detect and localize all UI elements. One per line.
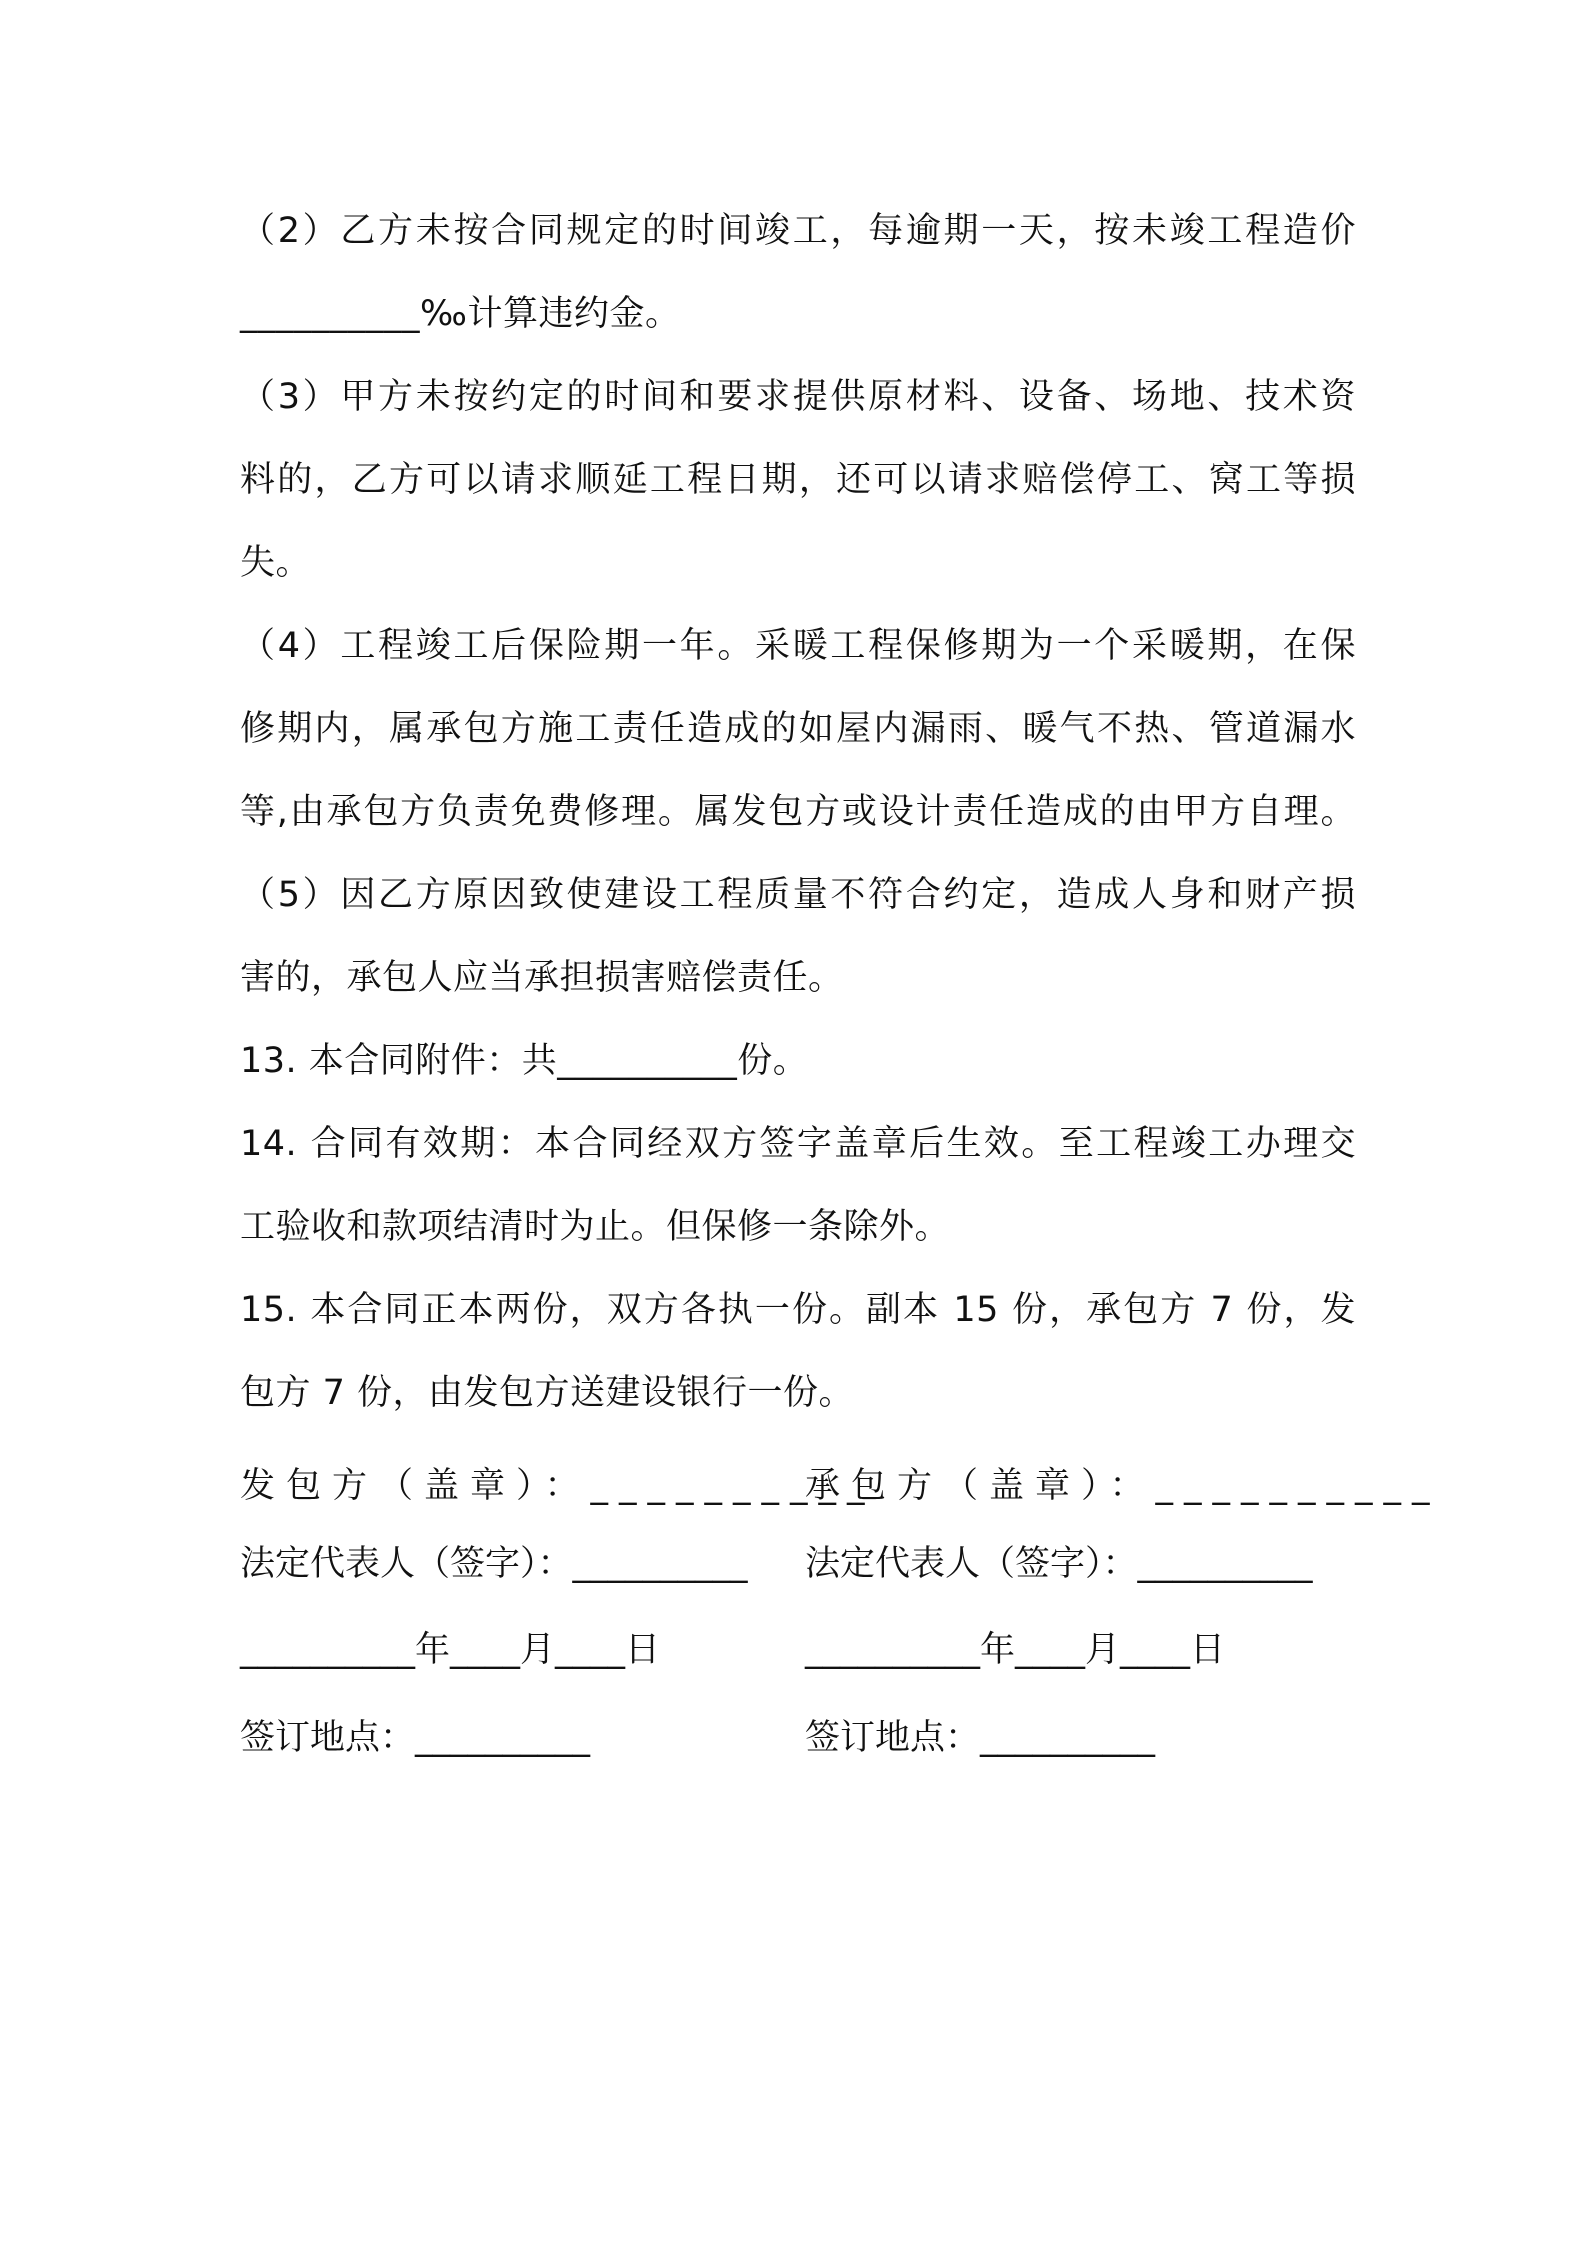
clause-4-line-3: 等,由承包方负责免费修理。属发包方或设计责任造成的由甲方自理。 <box>240 792 1356 832</box>
clause-3-line-2: 料的，乙方可以请求顺延工程日期，还可以请求赔偿停工、窝工等损 <box>240 460 1356 500</box>
employer-seal-field: 发包方（盖章）：__________ <box>240 1466 876 1506</box>
clause-5-line-1: （5）因乙方原因致使建设工程质量不符合约定，造成人身和财产损 <box>240 875 1356 915</box>
employer-date-field: __________年____月____日 <box>240 1630 661 1670</box>
signature-seal-row <box>240 1462 1441 1510</box>
signature-date-row <box>240 1626 1356 1674</box>
contractor-place-field: 签订地点：__________ <box>805 1718 1156 1758</box>
employer-rep-field: 法定代表人（签字）：__________ <box>240 1544 748 1584</box>
article-14-line-1: 14. 合同有效期：本合同经双方签字盖章后生效。至工程竣工办理交 <box>240 1124 1356 1164</box>
clause-3-line-3: 失。 <box>240 543 312 583</box>
article-15-line-2: 包方 7 份，由发包方送建设银行一份。 <box>240 1373 855 1413</box>
signature-rep-row <box>240 1540 1356 1588</box>
clause-5-line-2: 害的，承包人应当承担损害赔偿责任。 <box>240 958 844 998</box>
contractor-date-field: __________年____月____日 <box>805 1630 1226 1670</box>
article-15-line-1: 15. 本合同正本两份，双方各执一份。副本 15 份，承包方 7 份，发 <box>240 1290 1356 1330</box>
contractor-rep-field: 法定代表人（签字）：__________ <box>805 1544 1313 1584</box>
employer-place-field: 签订地点：__________ <box>240 1718 591 1758</box>
contractor-seal-field: 承包方（盖章）：__________ <box>805 1466 1441 1506</box>
clause-4-line-2: 修期内，属承包方施工责任造成的如屋内漏雨、暖气不热、管道漏水 <box>240 709 1356 749</box>
clause-3-line-1: （3）甲方未按约定的时间和要求提供原材料、设备、场地、技术资 <box>240 377 1356 417</box>
signature-place-row <box>240 1714 1356 1762</box>
clause-2-line-2: __________‰计算违约金。 <box>240 294 681 334</box>
article-13: 13. 本合同附件：共__________份。 <box>240 1041 809 1081</box>
clause-2-line-1: （2）乙方未按合同规定的时间竣工，每逾期一天，按未竣工程造价 <box>240 211 1356 251</box>
clause-4-line-1: （4）工程竣工后保险期一年。采暖工程保修期为一个采暖期，在保 <box>240 626 1356 666</box>
article-14-line-2: 工验收和款项结清时为止。但保修一条除外。 <box>240 1207 951 1247</box>
